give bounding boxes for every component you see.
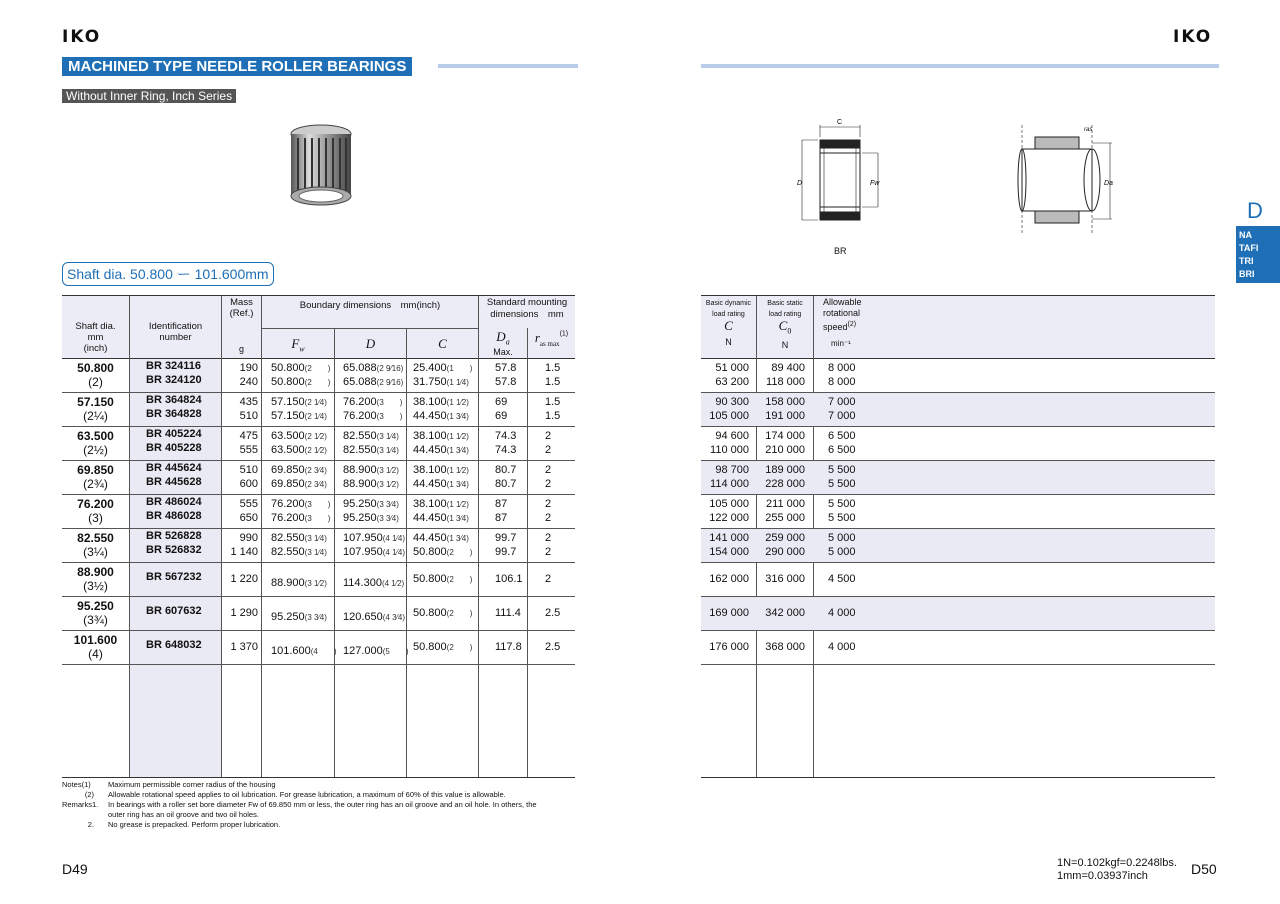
table-row xyxy=(62,511,575,525)
table-group xyxy=(62,393,575,427)
ras-cell: 1.5 xyxy=(545,410,561,422)
id-cell: BR 567232 xyxy=(146,571,202,583)
speed-cell: 5 500 xyxy=(828,498,856,510)
dynamic-load-cell: 51 000 xyxy=(715,362,749,374)
static-load-cell: 259 000 xyxy=(765,532,805,544)
da-cell: 69 xyxy=(495,396,508,408)
table-row xyxy=(62,409,575,423)
shaft-dia-cell: 50.800 (2) xyxy=(77,361,114,389)
dynamic-load-cell: 110 000 xyxy=(710,444,749,456)
static-load-cell: 228 000 xyxy=(765,478,805,490)
da-cell: 99.7 xyxy=(495,546,517,558)
da-cell: 106.1 xyxy=(495,573,523,585)
hdr-ras: $r_{as max}^{(1)}$ xyxy=(534,330,569,349)
mass-cell: 435 xyxy=(239,396,258,408)
page-number-right: D50 xyxy=(1191,861,1217,877)
hdr-mass: Mass (Ref.) xyxy=(229,297,254,319)
shaft-dia-cell: 95.250 (3¾) xyxy=(77,599,114,627)
id-cell: BR 486024 xyxy=(146,496,202,508)
speed-cell: 4 000 xyxy=(828,641,856,653)
da-cell: 69 xyxy=(495,410,508,422)
drawing-fw-label: Fw xyxy=(870,180,880,187)
unit-conversion: 1N=0.102kgf=0.2248lbs. 1mm=0.03937inch xyxy=(1057,857,1177,882)
hdr-static-load: Basic static load rating $C_0$ N xyxy=(767,300,803,350)
mass-cell: 510 xyxy=(239,410,258,422)
ras-cell: 2 xyxy=(545,546,552,558)
shaft-dia-cell: 82.550 (3¼) xyxy=(77,531,114,559)
d-cell: 95.250(3 3⁄4) xyxy=(343,512,399,524)
table-row xyxy=(701,375,1215,389)
mass-cell: 1 220 xyxy=(230,573,258,585)
side-tab-tri[interactable]: TRI xyxy=(1239,256,1254,266)
table-row xyxy=(62,531,575,545)
note-label xyxy=(62,810,108,820)
fw-cell: 50.800(2 ) xyxy=(271,376,331,388)
c-cell: 38.100(1 1⁄2) xyxy=(413,498,469,510)
table-group xyxy=(62,427,575,461)
mass-cell: 510 xyxy=(239,464,258,476)
ras-cell: 1.5 xyxy=(545,376,561,388)
mass-cell: 555 xyxy=(239,444,258,456)
c-cell: 38.100(1 1⁄2) xyxy=(413,396,469,408)
fw-cell: 63.500(2 1⁄2) xyxy=(271,444,327,456)
hdr-fw: $F_w$ xyxy=(291,336,305,354)
fw-cell: 57.150(2 1⁄4) xyxy=(271,410,327,422)
table-group xyxy=(701,461,1215,495)
fw-cell: 76.200(3 ) xyxy=(271,512,331,524)
table-group xyxy=(701,393,1215,427)
id-cell: BR 445628 xyxy=(146,476,202,488)
fw-cell: 50.800(2 ) xyxy=(271,362,331,374)
mass-cell: 990 xyxy=(239,532,258,544)
dynamic-load-cell: 94 600 xyxy=(715,430,749,442)
ras-cell: 2 xyxy=(545,430,552,442)
dynamic-load-cell: 141 000 xyxy=(709,532,749,544)
table-group xyxy=(701,495,1215,529)
id-cell: BR 405224 xyxy=(146,428,202,440)
speed-cell: 5 500 xyxy=(828,512,856,524)
hdr-dynamic-load: Basic dynamic load rating C N xyxy=(705,300,752,347)
table-row xyxy=(62,361,575,375)
speed-cell: 7 000 xyxy=(828,396,856,408)
c-cell: 44.450(1 3⁄4) xyxy=(413,512,469,524)
id-cell: BR 526832 xyxy=(146,544,202,556)
table-group xyxy=(701,563,1215,597)
d-cell: 127.000(5 ) xyxy=(343,645,409,657)
da-cell: 87 xyxy=(495,498,508,510)
static-load-cell: 89 400 xyxy=(771,362,805,374)
speed-cell: 5 000 xyxy=(828,532,856,544)
fw-cell: 82.550(3 1⁄4) xyxy=(271,532,327,544)
hdr-boundary: Boundary dimensions mm(inch) xyxy=(299,300,441,311)
d-cell: 76.200(3 ) xyxy=(343,396,403,408)
table-group xyxy=(701,359,1215,393)
note-text: Allowable rotational speed applies to oil lubrication. For grease lubrication, a maximum of 60% of this value is allowable. xyxy=(108,790,506,799)
shaft-dia-cell: 63.500 (2½) xyxy=(77,429,114,457)
table-row xyxy=(701,511,1215,525)
static-load-cell: 211 000 xyxy=(766,498,805,510)
shaft-dia-cell: 101.600 (4) xyxy=(73,633,118,661)
bearing-photo xyxy=(288,122,354,210)
table-group xyxy=(62,631,575,665)
table-group xyxy=(701,631,1215,665)
table-row xyxy=(62,395,575,409)
c-cell: 44.450(1 3⁄4) xyxy=(413,410,469,422)
static-load-cell: 174 000 xyxy=(765,430,805,442)
shaft-dia-cell: 69.850 (2¾) xyxy=(77,463,114,491)
bearing-drawing xyxy=(790,115,1130,245)
table-row xyxy=(701,463,1215,477)
mass-cell: 650 xyxy=(239,512,258,524)
d-cell: 82.550(3 1⁄4) xyxy=(343,430,399,442)
right-table-frame xyxy=(701,295,1215,778)
table-row xyxy=(701,477,1215,491)
c-cell: 50.800(2 ) xyxy=(413,607,473,619)
fw-cell: 88.900(3 1⁄2) xyxy=(271,577,327,589)
table-group xyxy=(701,597,1215,631)
table-group xyxy=(62,597,575,631)
fw-cell: 101.600(4 ) xyxy=(271,645,337,657)
ras-cell: 2 xyxy=(545,498,552,510)
ras-cell: 2.5 xyxy=(545,641,561,653)
ras-cell: 2 xyxy=(545,478,552,490)
fw-cell: 76.200(3 ) xyxy=(271,498,331,510)
dynamic-load-cell: 122 000 xyxy=(709,512,749,524)
d-cell: 107.950(4 1⁄4) xyxy=(343,546,405,558)
id-cell: BR 445624 xyxy=(146,462,202,474)
table-group xyxy=(62,529,575,563)
da-cell: 99.7 xyxy=(495,532,517,544)
d-cell: 120.650(4 3⁄4) xyxy=(343,611,405,623)
table-row xyxy=(62,375,575,389)
da-cell: 80.7 xyxy=(495,464,517,476)
table-row xyxy=(62,639,575,657)
table-row xyxy=(701,640,1215,654)
c-cell: 25.400(1 ) xyxy=(413,362,473,374)
fw-cell: 82.550(3 1⁄4) xyxy=(271,546,327,558)
d-cell: 88.900(3 1⁄2) xyxy=(343,478,399,490)
d-cell: 107.950(4 1⁄4) xyxy=(343,532,405,544)
table-row xyxy=(701,572,1215,586)
side-tab-bri[interactable]: BRI xyxy=(1239,269,1255,279)
title-rule-right xyxy=(701,64,1219,68)
brand-logo-right: IKO xyxy=(1173,27,1213,47)
notes-block xyxy=(62,780,582,830)
page-number-left: D49 xyxy=(62,861,88,877)
id-cell: BR 486028 xyxy=(146,510,202,522)
da-cell: 80.7 xyxy=(495,478,517,490)
note-label: Remarks1. xyxy=(62,800,99,809)
table-group xyxy=(701,427,1215,461)
d-cell: 65.088(2 9⁄16) xyxy=(343,376,404,388)
page-title: MACHINED TYPE NEEDLE ROLLER BEARINGS xyxy=(62,57,412,76)
da-cell: 111.4 xyxy=(495,607,521,619)
speed-cell: 4 000 xyxy=(828,607,856,619)
table-row xyxy=(701,545,1215,559)
table-row xyxy=(62,497,575,511)
hdr-speed: Allowable rotational speed$^{(2)}$ min⁻¹ xyxy=(823,297,862,348)
mass-cell: 1 290 xyxy=(230,607,258,619)
side-tab-tafi[interactable]: TAFI xyxy=(1239,243,1259,253)
hdr-mass-unit: g xyxy=(238,344,244,354)
d-cell: 76.200(3 ) xyxy=(343,410,403,422)
dynamic-load-cell: 98 700 xyxy=(715,464,749,476)
c-cell: 50.800(2 ) xyxy=(413,573,473,585)
dynamic-load-cell: 63 200 xyxy=(715,376,749,388)
side-nav-tabs xyxy=(1236,226,1280,283)
table-group xyxy=(62,495,575,529)
c-cell: 38.100(1 1⁄2) xyxy=(413,464,469,476)
id-cell: BR 324120 xyxy=(146,374,202,386)
speed-cell: 8 000 xyxy=(828,362,856,374)
hdr-ident: Identification number xyxy=(148,321,203,343)
side-section-letter: D xyxy=(1247,198,1263,223)
table-row xyxy=(701,497,1215,511)
table-row xyxy=(62,443,575,457)
mass-cell: 240 xyxy=(239,376,258,388)
table-row xyxy=(701,606,1215,620)
fw-cell: 95.250(3 3⁄4) xyxy=(271,611,327,623)
ras-cell: 2 xyxy=(545,573,552,585)
static-load-cell: 342 000 xyxy=(765,607,805,619)
table-group xyxy=(62,359,575,393)
table-row xyxy=(701,531,1215,545)
table-row xyxy=(62,545,575,559)
dynamic-load-cell: 169 000 xyxy=(709,607,749,619)
ras-cell: 2.5 xyxy=(545,607,561,619)
shaft-dia-cell: 76.200 (3) xyxy=(77,497,114,525)
drawing-d-label: D xyxy=(797,180,803,187)
shaft-dia-cell: 88.900 (3½) xyxy=(77,565,114,593)
mass-cell: 190 xyxy=(239,362,258,374)
ras-cell: 1.5 xyxy=(545,362,561,374)
table-row xyxy=(62,571,575,589)
dynamic-load-cell: 105 000 xyxy=(709,410,749,422)
fw-cell: 69.850(2 3⁄4) xyxy=(271,478,327,490)
c-cell: 44.450(1 3⁄4) xyxy=(413,478,469,490)
side-tab-na[interactable]: NA xyxy=(1239,230,1252,240)
d-cell: 114.300(4 1⁄2) xyxy=(343,577,405,589)
id-cell: BR 607632 xyxy=(146,605,202,617)
table-row xyxy=(62,477,575,491)
table-row xyxy=(701,361,1215,375)
speed-cell: 4 500 xyxy=(828,573,856,585)
dynamic-load-cell: 114 000 xyxy=(710,478,749,490)
note-label: (2) xyxy=(84,790,94,799)
id-cell: BR 364828 xyxy=(146,408,202,420)
static-load-cell: 290 000 xyxy=(765,546,805,558)
speed-cell: 6 500 xyxy=(828,444,856,456)
title-rule-left xyxy=(438,64,578,68)
drawing-ras-label: ras xyxy=(1084,127,1093,133)
d-cell: 82.550(3 1⁄4) xyxy=(343,444,399,456)
c-cell: 38.100(1 1⁄2) xyxy=(413,430,469,442)
table-row xyxy=(701,429,1215,443)
hdr-mounting: Standard mounting dimensions mm xyxy=(486,297,568,320)
note-label: 2. xyxy=(87,820,94,829)
static-load-cell: 368 000 xyxy=(765,641,805,653)
ras-cell: 1.5 xyxy=(545,396,561,408)
hdr-c: C xyxy=(438,336,447,351)
d-cell: 65.088(2 9⁄16) xyxy=(343,362,404,374)
table-row xyxy=(701,395,1215,409)
dynamic-load-cell: 154 000 xyxy=(709,546,749,558)
ras-cell: 2 xyxy=(545,532,552,544)
d-cell: 88.900(3 1⁄2) xyxy=(343,464,399,476)
dynamic-load-cell: 176 000 xyxy=(709,641,749,653)
shaft-dia-cell: 57.150 (2¼) xyxy=(77,395,114,423)
ras-cell: 2 xyxy=(545,444,552,456)
hdr-da: $D_a$ Max. xyxy=(493,329,513,357)
c-cell: 50.800(2 ) xyxy=(413,641,473,653)
mass-cell: 600 xyxy=(239,478,258,490)
static-load-cell: 191 000 xyxy=(765,410,805,422)
ras-cell: 2 xyxy=(545,512,552,524)
hdr-shaft: Shaft dia. mm (inch) xyxy=(75,321,116,354)
table-group xyxy=(701,529,1215,563)
table-group xyxy=(62,461,575,495)
drawing-label: BR xyxy=(834,246,847,256)
brand-logo-left: IKO xyxy=(62,27,102,47)
fw-cell: 63.500(2 1⁄2) xyxy=(271,430,327,442)
mass-cell: 475 xyxy=(239,430,258,442)
table-row xyxy=(62,605,575,623)
da-cell: 74.3 xyxy=(495,430,517,442)
note-label: Notes(1) xyxy=(62,780,91,789)
mass-cell: 1 140 xyxy=(230,546,258,558)
mass-cell: 1 370 xyxy=(230,641,258,653)
da-cell: 87 xyxy=(495,512,508,524)
shaft-range-label: Shaft dia. 50.800 ー 101.600mm xyxy=(62,262,274,286)
drawing-da-label: Da xyxy=(1104,180,1113,187)
static-load-cell: 118 000 xyxy=(766,376,805,388)
table-row xyxy=(62,463,575,477)
id-cell: BR 324116 xyxy=(146,360,202,372)
static-load-cell: 255 000 xyxy=(765,512,805,524)
c-cell: 44.450(1 3⁄4) xyxy=(413,532,469,544)
c-cell: 31.750(1 1⁄4) xyxy=(413,376,469,388)
fw-cell: 57.150(2 1⁄4) xyxy=(271,396,327,408)
speed-cell: 6 500 xyxy=(828,430,856,442)
speed-cell: 8 000 xyxy=(828,376,856,388)
speed-cell: 5 500 xyxy=(828,464,856,476)
da-cell: 57.8 xyxy=(495,376,517,388)
hdr-d: D xyxy=(365,336,376,351)
fw-cell: 69.850(2 3⁄4) xyxy=(271,464,327,476)
da-cell: 57.8 xyxy=(495,362,517,374)
static-load-cell: 316 000 xyxy=(765,573,805,585)
c-cell: 50.800(2 ) xyxy=(413,546,473,558)
note-text: In bearings with a roller set bore diameter Fw of 69.850 mm or less, the outer ring has an oil groove and an oil hole. In others, the xyxy=(108,800,537,809)
dynamic-load-cell: 162 000 xyxy=(709,573,749,585)
d-cell: 95.250(3 3⁄4) xyxy=(343,498,399,510)
speed-cell: 5 500 xyxy=(828,478,856,490)
table-row xyxy=(701,443,1215,457)
static-load-cell: 189 000 xyxy=(765,464,805,476)
drawing-c-label: C xyxy=(837,119,843,126)
speed-cell: 5 000 xyxy=(828,546,856,558)
mass-cell: 555 xyxy=(239,498,258,510)
speed-cell: 7 000 xyxy=(828,410,856,422)
da-cell: 117.8 xyxy=(495,641,522,653)
table-row xyxy=(701,409,1215,423)
da-cell: 74.3 xyxy=(495,444,517,456)
table-row xyxy=(62,429,575,443)
note-text: No grease is prepacked. Perform proper lubrication. xyxy=(108,820,281,829)
c-cell: 44.450(1 3⁄4) xyxy=(413,444,469,456)
id-cell: BR 405228 xyxy=(146,442,202,454)
left-table-frame xyxy=(62,295,575,778)
ras-cell: 2 xyxy=(545,464,552,476)
dynamic-load-cell: 90 300 xyxy=(715,396,749,408)
dynamic-load-cell: 105 000 xyxy=(709,498,749,510)
page-subtitle: Without Inner Ring, Inch Series xyxy=(62,89,236,103)
static-load-cell: 210 000 xyxy=(765,444,805,456)
table-group xyxy=(62,563,575,597)
note-text: Maximum permissible corner radius of the housing xyxy=(108,780,276,789)
note-text: outer ring has an oil groove and two oil holes. xyxy=(108,810,259,819)
id-cell: BR 526828 xyxy=(146,530,202,542)
static-load-cell: 158 000 xyxy=(765,396,805,408)
id-cell: BR 648032 xyxy=(146,639,202,651)
id-cell: BR 364824 xyxy=(146,394,202,406)
